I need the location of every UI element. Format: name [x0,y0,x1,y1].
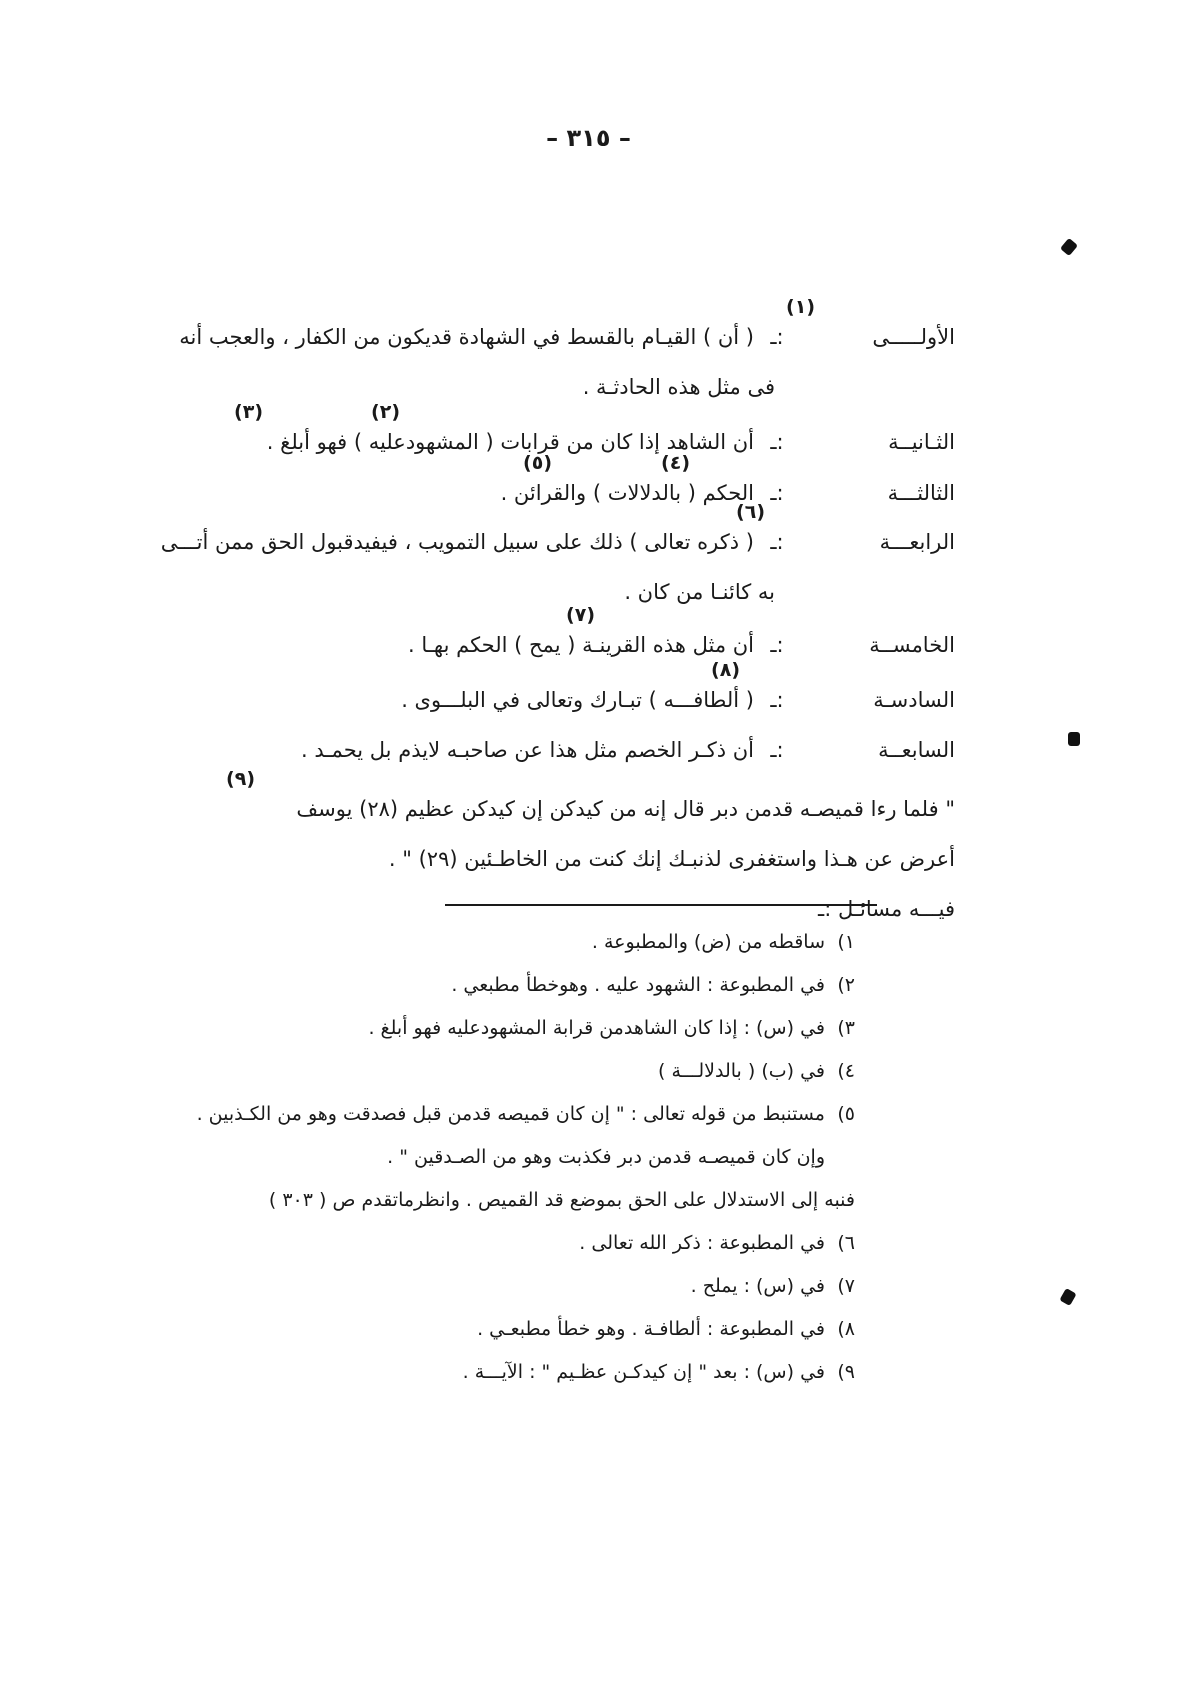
footnote-item [75,926,855,969]
footnote-item [75,1313,855,1356]
scan-mark [1059,1288,1076,1306]
footnote-number: ١) [837,931,855,953]
point-text: ( ذكره تعالى ) ذلك على سبيل التمويب ، فيفيدقبول الحق ممن أتـــى [160,530,754,554]
footnote-text: ساقطه من (ض) والمطبوعة . [591,931,825,953]
footnote-item [75,1270,855,1313]
footnote-number: ٦) [837,1232,855,1254]
footnote-number: ٧) [837,1275,855,1297]
footnote-text: في المطبوعة : ألطافـة . وهو خطأ مطبعـي . [477,1318,825,1340]
issues-heading: فيـــه مسائـل :ـ [818,897,955,921]
label-separator: :ـ [770,430,784,454]
footnote-item [75,1227,855,1270]
footnote-text: في المطبوعة : ذكر الله تعالى . [579,1232,825,1254]
point-continuation: به كائنـا من كان . [624,580,775,604]
footnote-number: ٣) [837,1017,855,1039]
footnote-item [75,1012,855,1055]
footnotes-section [75,926,855,1399]
page-number: – ٣١٥ – [546,124,631,152]
point-label: الرابعـــة [879,530,955,554]
point-line [75,629,955,661]
label-separator: :ـ [770,530,784,554]
label-separator: :ـ [770,325,784,349]
footnote-marker: (٩) [226,768,255,790]
point-label: الخامســة [869,633,955,657]
footnote-marker: (٢) [371,401,400,423]
point-label: السادسـة [873,688,955,712]
footnote-continuation: وإن كان قميصـه قدمن دبر فكذبت وهو من الصـدقين " . [387,1146,825,1168]
footnote-number: ٢) [837,974,855,996]
footnote-item [75,1356,855,1399]
footnote-marker: (٥) [523,452,552,474]
point-line [75,734,955,766]
footnote-markers-row [75,296,955,321]
label-separator: :ـ [770,481,784,505]
point-line [75,526,955,558]
footnote-text: في المطبوعة : الشهود عليه . وهوخطأ مطبعي . [451,974,825,996]
footnote-text: في (س) : إذا كان الشاهدمن قرابة المشهودعليه فهو أبلغ . [368,1017,825,1039]
footnote-item [75,1098,855,1141]
scan-mark [1068,732,1080,746]
point-line [75,321,955,353]
footnote-markers-row [75,452,955,477]
footnote-markers-row [75,659,955,684]
point-line [75,684,955,716]
footnote-marker: (١) [786,296,815,318]
point-text: أن ذكـر الخصم مثل هذا عن صاحبـه لايذم بل يحمـد . [301,738,754,762]
footnote-number: ٤) [837,1060,855,1082]
quote-line: " فلما رءا قميصـه قدمن دبر قال إنه من كيدكن إن كيدكن عظيم (٢٨) يوسف [296,797,955,821]
footnote-marker: (٣) [234,401,263,423]
footnote-number: ٥) [837,1103,855,1125]
footnote-text: في (س) : بعد " إن كيدكـن عظـيم " : الآيـــة . [462,1361,825,1383]
point-text: أن مثل هذه القرينـة ( يمح ) الحكم بهـا . [408,633,754,657]
scan-mark [1060,238,1078,256]
point-text: ( ألطافـــه ) تبـارك وتعالى في البلـــوى . [401,688,754,712]
point-label: الثالثـــة [887,481,955,505]
footnote-text: في (ب) ( بالدلالـــة ) [658,1060,825,1082]
footnote-text: في (س) : يملح . [690,1275,825,1297]
point-label: الثـانيــة [888,430,955,454]
label-separator: :ـ [770,633,784,657]
point-text: الحكم ( بالدلالات ) والقرائن . [500,481,754,505]
footnote-number: ٨) [837,1318,855,1340]
footnote-marker: (٤) [661,452,690,474]
point-text: أن الشاهد إذا كان من قرابات ( المشهودعليه ) فهو أبلغ . [266,430,754,454]
footnote-marker: (٧) [566,604,595,626]
main-text [75,296,955,943]
footnote-marker: (٨) [711,659,740,681]
point-continuation: فى مثل هذه الحادثـة . [582,375,775,399]
quote-line: أعرض عن هـذا واستغفرى لذنبـك إنك كنت من الخاطـئين (٢٩) " . [388,847,955,871]
footnote-item [75,1055,855,1098]
footnote-divider [445,904,877,906]
footnote-markers-row [75,401,955,426]
footnote-number: ٩) [837,1361,855,1383]
footnote-text: مستنبط من قوله تعالى : " إن كان قميصه قدمن قبل فصدقت وهو من الكـذبين . [196,1103,825,1125]
point-text: ( أن ) القيـام بالقسط في الشهادة قديكون من الكفار ، والعجب أنه [179,325,754,349]
label-separator: :ـ [770,738,784,762]
footnote-marker: (٦) [736,501,765,523]
point-label: السابعــة [878,738,955,762]
point-label: الأولـــــى [872,325,955,349]
label-separator: :ـ [770,688,784,712]
footnote-continuation: فنبه إلى الاستدلال على الحق بموضع قد القميص . وانظرماتقدم ص ( ٣٠٣ ) [268,1189,855,1211]
footnote-markers-row [75,604,955,629]
footnote-markers-row [75,768,955,793]
footnote-markers-row [75,501,955,526]
footnote-item [75,969,855,1012]
